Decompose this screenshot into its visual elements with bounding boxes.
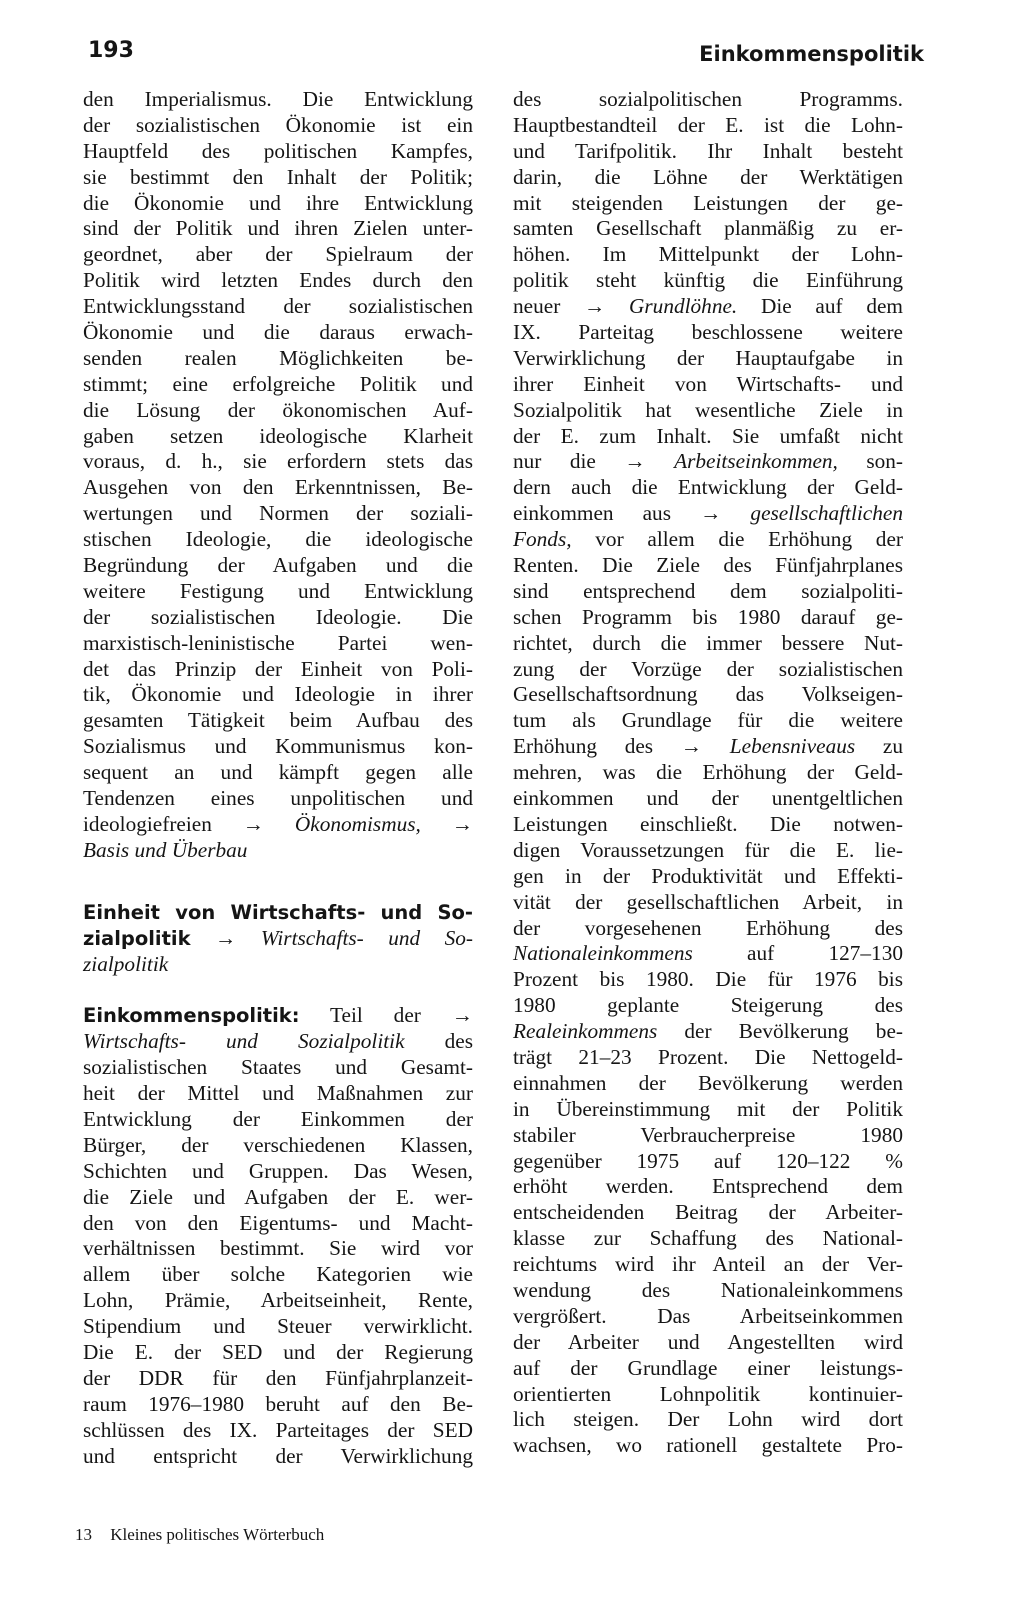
text-line: Prozent bis 1980. Die für 1976 bis [513, 967, 903, 992]
text-line: allem über solche Kategorien wie [83, 1262, 473, 1287]
text-line: politik steht künftig die Einführung [513, 268, 903, 293]
paragraph-einkommenspolitik [83, 1055, 473, 1469]
page-header [88, 30, 924, 70]
text-line: Entwicklungsstand der sozialistischen [83, 294, 473, 319]
text-line: Begründung der Aufgaben und die [83, 553, 473, 578]
text-line: wertungen und Normen der soziali- [83, 501, 473, 526]
cross-reference-link[interactable]: Nationaleinkommens [513, 941, 693, 966]
cross-reference-arrow: → [451, 1003, 474, 1028]
text-line: und Tarifpolitik. Ihr Inhalt besteht [513, 138, 903, 163]
cross-reference-link[interactable]: Ökonomismus, [294, 811, 421, 836]
text-line: Ausgehen von den Erkenntnissen, Be- [83, 475, 473, 500]
text-line: Leistungen einschließt. Die notwen- [513, 811, 903, 836]
text-line: darin, die Löhne der Werktätigen [513, 164, 903, 189]
text-line: marxistisch-leninistische Partei wen- [83, 630, 473, 655]
text-line: stimmt; eine erfolgreiche Politik und [83, 371, 473, 396]
text-line: Realeinkommens der Bevölkerung be- [513, 1019, 904, 1044]
text-line: erhöht werden. Entsprechend dem [513, 1174, 903, 1199]
text-line: stischen Ideologie, die ideologische [83, 527, 473, 552]
cross-reference-link[interactable]: gesellschaftlichen [750, 501, 904, 526]
text-line: verhältnissen bestimmt. Sie wird vor [83, 1236, 473, 1261]
text-line: geordnet, aber der Spielraum der [83, 242, 473, 267]
text-line: den Imperialismus. Die Entwicklung [83, 87, 473, 111]
cross-reference-link[interactable]: Arbeitseinkommen, [674, 449, 838, 474]
text-line: digen Voraussetzungen für die E. lie- [513, 837, 903, 862]
text-line: Wirtschafts- und Sozialpolitik des [83, 1029, 473, 1054]
text-line: vergrößert. Das Arbeitseinkommen [513, 1303, 903, 1328]
text-line: gesamten Tätigkeit beim Aufbau des [83, 708, 473, 733]
text-line: entscheidenden Beitrag der Arbeiter- [513, 1200, 903, 1225]
text-line: sind der Politik und ihren Zielen unter- [83, 216, 473, 241]
text-line: heit der Mittel und Maßnahmen zur [83, 1081, 473, 1106]
text-line: wachsen, wo rationell gestaltete Pro- [513, 1433, 903, 1458]
text-line: mit steigenden Leistungen der ge- [513, 190, 903, 215]
text-line: neuer → Grundlöhne. Die auf dem [513, 294, 903, 319]
text-line: Hauptbestandteil der E. ist die Lohn- [513, 112, 903, 137]
text-line: die Ökonomie und ihre Entwicklung [83, 190, 473, 215]
text-line: sie bestimmt den Inhalt der Politik; [83, 164, 473, 189]
cross-reference-link[interactable]: Wirtschafts- und So- [260, 925, 474, 950]
paragraph-politik [83, 87, 473, 812]
text-line: der sozialistischen Ökonomie ist ein [83, 112, 473, 137]
text-line: der E. zum Inhalt. Sie umfaßt nicht [513, 423, 903, 448]
text-line: einnahmen der Bevölkerung werden [513, 1070, 903, 1095]
text-line: 1980 geplante Steigerung des [513, 993, 903, 1018]
text-line: weitere Festigung und Entwicklung [83, 578, 473, 603]
text-line: und entspricht der Verwirklichung [83, 1443, 473, 1468]
text-line: tik, Ökonomie und Ideologie in ihrer [83, 682, 473, 707]
text-line: sequent an und kämpft gegen alle [83, 760, 473, 785]
text-line: richtet, durch die immer bessere Nut- [513, 630, 903, 655]
text-line: lich steigen. Der Lohn wird dort [513, 1407, 903, 1432]
text-line: IX. Parteitag beschlossene weitere [513, 320, 903, 345]
text-line: ihrer Einheit von Wirtschafts- und [513, 371, 903, 396]
text-line: dern auch die Entwicklung der Geld- [513, 475, 903, 500]
entry-headword: Einheit von Wirtschafts- und So- [83, 900, 473, 924]
text-line: Ökonomie und die daraus erwach- [83, 320, 473, 345]
text-line: ideologiefreien → Ökonomismus, → [83, 811, 473, 836]
text-line: reichtums wird ihr Anteil an der Ver- [513, 1252, 903, 1277]
text-line: schlüssen des IX. Parteitages der SED [83, 1417, 473, 1442]
text-line: Verwirklichung der Hauptaufgabe in [513, 345, 903, 370]
text-line: zung der Vorzüge der sozialistischen [513, 656, 903, 681]
text-line: trägt 21–23 Prozent. Die Nettogeld- [513, 1044, 903, 1069]
text-line: gen in der Produktivität und Effekti- [513, 863, 903, 888]
text-line: mehren, was die Erhöhung der Geld- [513, 760, 903, 785]
text-line: sind entsprechend dem sozialpoliti- [513, 578, 903, 603]
text-line: Erhöhung des → Lebensniveaus zu [513, 734, 903, 759]
text-line: nur die → Arbeitseinkommen, son- [513, 449, 904, 474]
entry-einkommenspolitik [83, 1003, 473, 1469]
cross-reference-arrow: → [215, 925, 237, 950]
text-line: Die E. der SED und der Regierung [83, 1339, 473, 1364]
cross-reference-arrow: → [680, 734, 703, 759]
entry-headword: zialpolitik [83, 926, 191, 950]
text-line: raum 1976–1980 beruht auf den Be- [83, 1391, 473, 1416]
text-line: höhen. Im Mittelpunkt der Lohn- [513, 242, 903, 267]
text-line: Bürger, der verschiedenen Klassen, [83, 1132, 473, 1157]
text-line: Hauptfeld des politischen Kampfes, [83, 138, 473, 163]
text-line: voraus, d. h., sie erfordern stets das [83, 449, 473, 474]
text-line: orientierten Lohnpolitik kontinuier- [513, 1381, 903, 1406]
text-line: Renten. Die Ziele des Fünfjahrplanes [513, 553, 903, 578]
cross-reference-link[interactable]: zialpolitik [83, 951, 169, 976]
text-line: der DDR für den Fünfjahrplanzeit- [83, 1365, 473, 1390]
cross-reference-arrow: → [242, 811, 265, 836]
cross-reference-link[interactable]: Realeinkommens [513, 1019, 658, 1044]
page-number: 193 [88, 38, 134, 63]
text-line: vität der gesellschaftlichen Arbeit, in [513, 889, 903, 914]
text-line: der Arbeiter und Angestellten wird [513, 1329, 903, 1354]
text-line: schen Programm bis 1980 darauf ge- [513, 604, 903, 629]
cross-reference-link[interactable]: Basis und Überbau [83, 837, 248, 862]
text-line: gegenüber 1975 auf 120–122 % [513, 1148, 903, 1173]
text-line: det das Prinzip der Einheit von Poli- [83, 656, 473, 681]
text-line: die Lösung der ökonomischen Auf- [83, 397, 473, 422]
cross-reference-arrow: → [451, 811, 473, 836]
text-line: samten Gesellschaft planmäßig zu er- [513, 216, 903, 241]
page-footer [75, 1525, 338, 1545]
cross-reference-arrow: → [700, 501, 722, 526]
left-column [83, 87, 473, 1469]
text-line: einkommen aus → gesellschaftlichen [513, 501, 904, 526]
text-line: Gesellschaftsordnung das Volkseigen- [513, 682, 903, 707]
text-line: einkommen und der unentgeltlichen [513, 786, 903, 811]
text-line: Nationaleinkommens auf 127–130 [513, 941, 903, 966]
cross-reference-link[interactable]: Wirtschafts- und Sozialpolitik [83, 1029, 405, 1054]
text-line: die Ziele und Aufgaben der E. wer- [83, 1184, 473, 1209]
text-line: Politik wird letzten Endes durch den [83, 268, 473, 293]
cross-reference-link[interactable]: Lebensniveaus [729, 734, 856, 759]
text-line: auf der Grundlage einer leistungs- [513, 1355, 903, 1380]
text-line: Entwicklung der Einkommen der [83, 1106, 473, 1131]
running-head: Einkommenspolitik [699, 42, 924, 66]
text-line: Lohn, Prämie, Arbeitseinheit, Rente, [83, 1288, 473, 1313]
cross-reference-arrow: → [584, 294, 606, 319]
entry-einheit [83, 900, 473, 978]
text-line: Sozialismus und Kommunismus kon- [83, 734, 473, 759]
book-title: Kleines politisches Wörterbuch [110, 1525, 325, 1544]
right-column [513, 87, 903, 1459]
text-line: stabiler Verbraucherpreise 1980 [513, 1122, 903, 1147]
text-line: Sozialpolitik hat wesentliche Ziele in [513, 397, 903, 422]
cross-reference-arrow: → [624, 449, 646, 474]
text-line: in Übereinstimmung mit der Politik [513, 1096, 903, 1121]
text-line: gaben setzen ideologische Klarheit [83, 423, 473, 448]
text-line: Einkommenspolitik: Teil der → [83, 1003, 474, 1028]
text-line: der vorgesehenen Erhöhung des [513, 915, 903, 940]
text-line: senden realen Möglichkeiten be- [83, 345, 473, 370]
cross-reference-link[interactable]: Fonds, [513, 527, 572, 552]
text-line: Schichten und Gruppen. Das Wesen, [83, 1158, 473, 1183]
text-line: tum als Grundlage für die weitere [513, 708, 903, 733]
text-line: der sozialistischen Ideologie. Die [83, 604, 473, 629]
entry-headword: Einkommenspolitik: [83, 1004, 300, 1028]
signature-number: 13 [75, 1525, 92, 1544]
text-line: des sozialpolitischen Programms. [513, 87, 903, 111]
text-line: klasse zur Schaffung des National- [513, 1226, 903, 1251]
text-line: Fonds, vor allem die Erhöhung der [513, 527, 903, 552]
text-line: wendung des Nationaleinkommens [513, 1277, 903, 1302]
text-line [83, 926, 473, 952]
cross-reference-link[interactable]: Grundlöhne. [629, 294, 738, 319]
text-line: Stipendium und Steuer verwirklicht. [83, 1314, 473, 1339]
text-line: sozialistischen Staates und Gesamt- [83, 1055, 473, 1080]
text-line: Tendenzen eines unpolitischen und [83, 786, 473, 811]
text-line: den von den Eigentums- und Macht- [83, 1210, 473, 1235]
